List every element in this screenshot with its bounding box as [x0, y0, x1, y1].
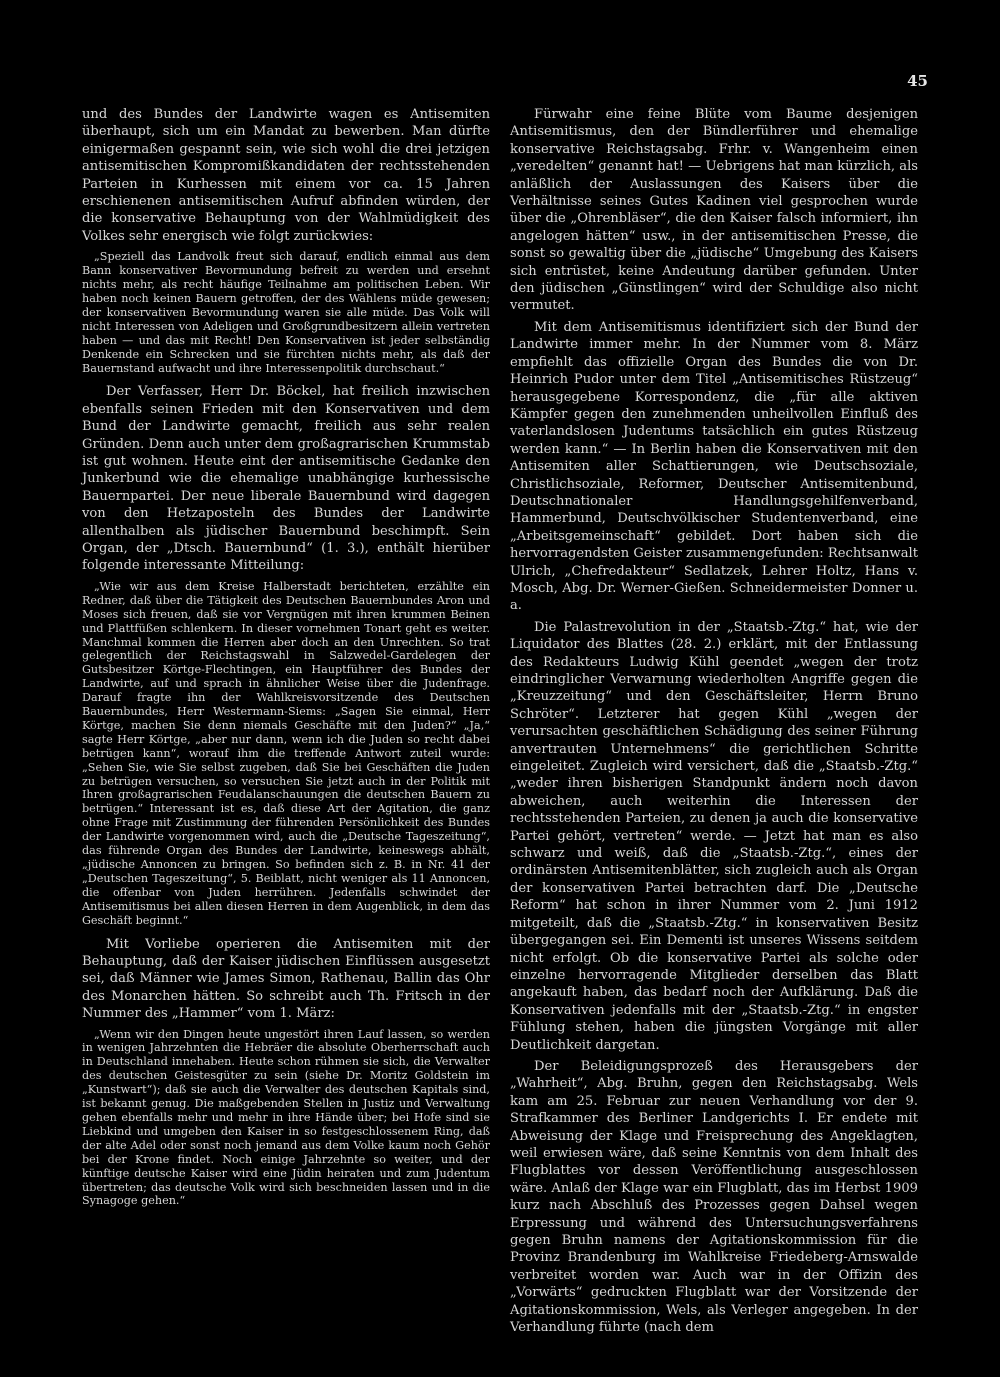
- paragraph: und des Bundes der Landwirte wagen es Antisemiten überhaupt, sich um ein Mandat zu bewerben. Man dürfte einigermaßen gespannt sein, wie sich wohl die drei jetzigen antisemitischen Kompromißkandidaten der rechtsstehenden Parteien in Kurhessen mit einem vor ca. 15 Jahren erschienenen antisemitischen Aufruf abfinden würden, der die konservative Behauptung von der Wahlmüdigkeit des Volkes sehr energisch wie folgt zurückwies:: [82, 107, 490, 244]
- paragraph: Mit Vorliebe operieren die Antisemiten mit der Behauptung, daß der Kaiser jüdischen Einflüssen ausgesetzt sei, daß Männer wie James Simon, Rathenau, Ballin das Ohr des Monarchen hätten. So schreibt auch Th. Fritsch in der Nummer des „Hammer“ vom 1. März:: [82, 936, 490, 1022]
- right-column: [510, 106, 918, 1340]
- paragraph: Die Palastrevolution in der „Staatsb.-Ztg.“ hat, wie der Liquidator des Blattes (28. 2.) erklärt, mit der Entlassung des Redakteurs Ludwig Kühl geendet „wegen der trotz eindringlicher Verwarnung wiederholten Angriffe gegen die „Kreuzzeitung“ und den Geschäftsleiter, Herrn Bruno Schröter“. Letzterer hat gegen Kühl „wegen der verursachten geschäftlichen Schädigung des seiner Führung anvertrauten Unternehmens“ die gerichtlichen Schritte eingeleitet. Zugleich wird versichert, daß die „Staatsb.-Ztg.“ „weder ihren bisherigen Standpunkt ändern noch davon abweichen, auch weiterhin die Interessen der rechtsstehenden Parteien, zu denen ja auch die konservative Partei gehört, vertreten“ werde. — Jetzt hat man es also schwarz und weiß, daß die „Staatsb.-Ztg.“, eines der ordinärsten Antisemitenblätter, sich zugleich auch als Organ der konservativen Partei betrachten darf. Die „Deutsche Reform“ hat schon in ihrer Nummer vom 2. Juni 1912 mitgeteilt, daß die „Staatsb.-Ztg.“ in konservativen Besitz übergegangen sei. Ein Dementi ist unseres Wissens seitdem nicht erfolgt. Ob die konservative Partei als solche oder einzelne hervorragende Mitglieder derselben das Blatt angekauft haben, das bedarf noch der Aufklärung. Daß die Konservativen jedenfalls mit der „Staatsb.-Ztg.“ in engster Fühlung stehen, haben die jüngsten Vorgänge mit aller Deutlichkeit dargetan.: [510, 619, 918, 1053]
- quote-block: „Wie wir aus dem Kreise Halberstadt berichteten, erzählte ein Redner, daß über die Tätigkeit des Deutschen Bauernbundes Aron und Moses sich freuen, daß sie vor Vergnügen mit ihren krummen Beinen und Plattfüßen schlenkern. In dieser vornehmen Tonart geht es weiter. Manchmal kommen die Herren aber doch an den Unrechten. So trat gelegentlich der Reichstagswahl in Salzwedel-Gardelegen der Gutsbesitzer Körtge-Flechtingen, ein Hauptführer des Bundes der Landwirte, auf und sprach in ähnlicher Weise über die Judenfrage. Darauf fragte ihn der Wahlkreisvorsitzende des Deutschen Bauernbundes, Herr Westermann-Siems: „Sagen Sie einmal, Herr Körtge, machen Sie denn niemals Geschäfte mit den Juden?“ „Ja,“ sagte Herr Körtge, „aber nur dann, wenn ich die Juden so recht dabei betrügen kann“, worauf ihm die treffende Antwort zuteil wurde: „Sehen Sie, wie Sie selbst zugeben, daß Sie bei Geschäften die Juden zu betrügen versuchen, so versuchen Sie jetzt auch in der Politik mit Ihren großagrarischen Feudalanschauungen die deutschen Bauern zu betrügen.“ Interessant ist es, daß diese Art der Agitation, die ganz ohne Frage mit Zustimmung der führenden Persönlichkeit des Bundes der Landwirte vorgenommen wird, auch die „Deutsche Tageszeitung“, das führende Organ des Bundes der Landwirte, keineswegs abhält, „jüdische Annoncen zu bringen. So befinden sich z. B. in Nr. 41 der „Deutschen Tageszeitung“, 5. Beiblatt, nicht weniger als 11 Annoncen, die offenbar von Juden herrühren. Jedenfalls schwindet der Antisemitismus bei allen diesen Herren in dem Augenblick, in dem das Geschäft beginnt.“: [82, 579, 490, 927]
- quote-block: „Wenn wir den Dingen heute ungestört ihren Lauf lassen, so werden in wenigen Jahrzehnten die Hebräer die absolute Oberherrschaft auch in Deutschland innehaben. Heute schon rühmen sie sich, die Verwalter des deutschen Geistesgüter zu sein (siehe Dr. Moritz Goldstein im „Kunstwart“); daß sie auch die Verwalter des deutschen Kapitals sind, ist bekannt genug. Die maßgebenden Stellen in Justiz und Verwaltung gehen ebenfalls mehr und mehr in ihre Hände über; bei Hofe sind sie Liebkind und umgeben den Kaiser in so festgeschlossenem Ring, daß der alte Adel oder sonst noch jemand aus dem Volke kaum noch Gehör bei der Krone findet. Noch einige Jahrzehnte so weiter, und der künftige deutsche Kaiser wird eine Jüdin heiraten und zum Judentum übertreten; das deutsche Volk wird sich beschneiden lassen und in die Synagoge gehen.“: [82, 1027, 490, 1208]
- quote-block: „Speziell das Landvolk freut sich darauf, endlich einmal aus dem Bann konservativer Bevormundung befreit zu werden und ersehnt nichts mehr, als recht häufige Teilnahme am politischen Leben. Wir haben noch keinen Bauern getroffen, der des Wählens müde gewesen; der konservativen Bevormundung waren sie alle müde. Das Volk will nicht Interessen von Adeligen und Großgrundbesitzern allein vertreten haben — und das mit Recht! Den Konservativen ist jeder selbständig Denkende ein Schrecken und sie fürchten nichts mehr, als daß der Bauernstand aufwacht und ihre Interessenpolitik durchschaut.“: [82, 250, 490, 375]
- paragraph: Der Verfasser, Herr Dr. Böckel, hat freilich inzwischen ebenfalls seinen Frieden mit den Konservativen und dem Bund der Landwirte gemacht, freilich aus sehr realen Gründen. Denn auch unter dem großagrarischen Krummstab ist gut wohnen. Heute eint der antisemitische Gedanke den Junkerbund wie die ehemalige unabhängige kurhessische Bauernpartei. Der neue liberale Bauernbund wird dagegen von den Hetzaposteln des Bundes der Landwirte allenthalben als jüdischer Bauernbund beschimpft. Sein Organ, der „Dtsch. Bauernbund“ (1. 3.), enthält hierüber folgende interessante Mitteilung:: [82, 384, 490, 574]
- paragraph: Mit dem Antisemitismus identifiziert sich der Bund der Landwirte immer mehr. In der Nummer vom 8. März empfiehlt das offizielle Organ des Bundes die von Dr. Heinrich Pudor unter dem Titel „Antisemitisches Rüstzeug“ herausgegebene Korrespondenz, die „für alle aktiven Kämpfer gegen den zunehmenden unheilvollen Einfluß des vaterlandslosen Judentums tatsächlich ein gutes Rüstzeug werden kann.“ — In Berlin haben die Konservativen mit den Antisemiten aller Schattierungen, wie Deutschsoziale, Christlichsoziale, Reformer, Deutscher Antisemitenbund, Deutschnationaler Handlungsgehilfenverband, Hammerbund, Deutschvölkischer Studentenverband, eine „Arbeitsgemeinschaft“ gebildet. Dort haben sich die hervorragendsten Geister zusammengefunden: Rechtsanwalt Ulrich, „Chefredakteur“ Sedlatzek, Lehrer Holtz, Hans v. Mosch, Abg. Dr. Werner-Gießen. Schneidermeister Donner u. a.: [510, 319, 918, 614]
- page-number: 45: [907, 72, 928, 90]
- left-column: [82, 106, 490, 1216]
- paragraph: Der Beleidigungsprozeß des Herausgebers der „Wahrheit“, Abg. Bruhn, gegen den Reichstagsabg. Wels kam am 25. Februar zur neuen Verhandlung vor der 9. Strafkammer des Berliner Landgerichts I. Er endete mit Abweisung der Klage und Freisprechung des Angeklagten, weil erwiesen wäre, daß seine Kenntnis von dem Inhalt des Flugblattes vor dessen Veröffentlichung ausgeschlossen wäre. Anlaß der Klage war ein Flugblatt, das im Herbst 1909 kurz nach Abschluß des Prozesses gegen Dahsel wegen Erpressung und während des Untersuchungsverfahrens gegen Bruhn namens der Agitationskommission für die Provinz Brandenburg im Wahlkreise Friedeberg-Arnswalde verbreitet worden war. Auch war in der Offizin des „Vorwärts“ gedruckten Flugblatt war der Vorsitzende der Agitationskommission, Wels, als Verleger angegeben. In der Verhandlung führte (nach dem: [510, 1058, 918, 1336]
- paragraph: Fürwahr eine feine Blüte vom Baume desjenigen Antisemitismus, den der Bündlerführer und ehemalige konservative Reichstagsabg. Frhr. v. Wangenheim einen „veredelten“ genannt hat! — Uebrigens hat man kürzlich, als anläßlich der Auslassungen des Kaisers über die Verhältnisse seines Gutes Kadinen viel gesprochen wurde über die „Ohrenbläser“, die den Kaiser falsch informiert, ihn angelogen hätten“ usw., in der antisemitischen Presse, die sonst so gewaltig über die „jüdische“ Umgebung des Kaisers sich entrüstet, keine Andeutung darüber gefunden. Unter den jüdischen „Günstlingen“ wird der Schuldige also nicht vermutet.: [510, 107, 918, 314]
